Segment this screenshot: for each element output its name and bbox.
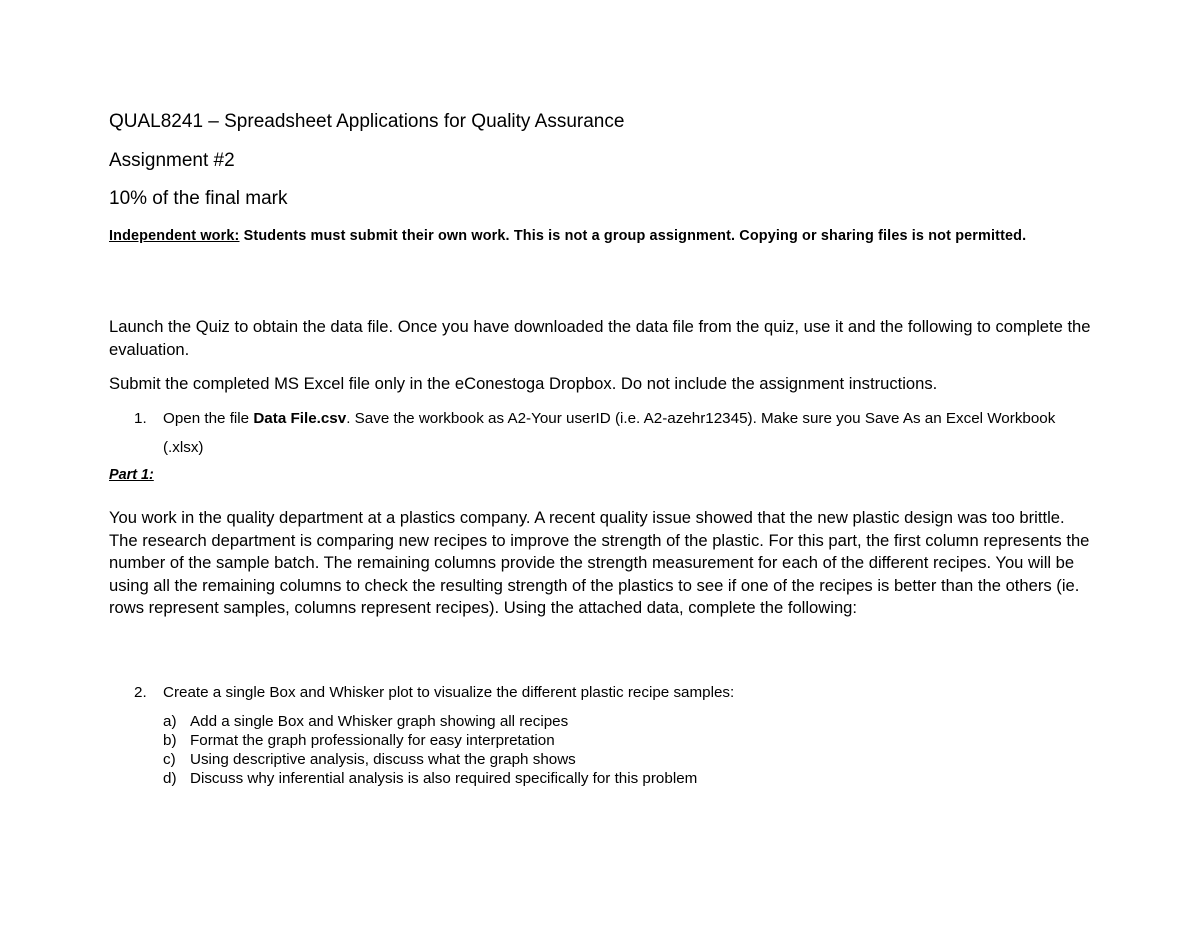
subitem-text: Discuss why inferential analysis is also required specifically for this problem xyxy=(190,770,698,787)
part-1-context: You work in the quality department at a plastics company. A recent quality issue showed that the new plastic design was too brittle. The research department is comparing new recipes to improve the strength of the plastic. For this part, the first column represents the number of the sample batch. The remaining columns provide the strength measurement for each of the different recipes. You will be using all the remaining columns to check the resulting strength of the plastics to see if one of the recipes is better than the others (ie. rows represent samples, columns represent recipes). Using the attached data, complete the following: xyxy=(109,508,1090,617)
step-1-suffix: . Save the workbook as A2-Your userID (i.e. A2-azehr12345). Make sure you Save As an Excel Workbook (.xlsx) xyxy=(163,410,1056,456)
subitem-letter: c) xyxy=(163,751,176,768)
subitem-letter: a) xyxy=(163,713,177,730)
launch-instructions: Launch the Quiz to obtain the data file. Once you have downloaded the data file from the quiz, use it and the following to complete the evaluation. xyxy=(109,317,1091,359)
step-1-text xyxy=(163,404,1093,462)
subitem-text: Add a single Box and Whisker graph showing all recipes xyxy=(190,713,569,730)
submit-instructions: Submit the completed MS Excel file only in the eConestoga Dropbox. Do not include the assignment instructions. xyxy=(109,374,938,393)
step-2-number: 2. xyxy=(134,684,147,701)
data-file-name: Data File.csv xyxy=(253,410,347,427)
subitem-text: Format the graph professionally for easy interpretation xyxy=(190,732,555,749)
assignment-number: Assignment #2 xyxy=(109,150,235,171)
grade-weight: 10% of the final mark xyxy=(109,188,288,209)
notice-label: Independent work: xyxy=(109,228,240,244)
step-2-text: Create a single Box and Whisker plot to visualize the different plastic recipe samples: xyxy=(163,684,735,701)
step-1-number: 1. xyxy=(134,410,147,427)
subitem-text: Using descriptive analysis, discuss what the graph shows xyxy=(190,751,576,768)
independent-work-notice xyxy=(109,226,1094,247)
subitem-letter: d) xyxy=(163,770,177,787)
course-title: QUAL8241 – Spreadsheet Applications for Quality Assurance xyxy=(109,111,625,132)
part-1-heading: Part 1: xyxy=(109,467,154,483)
notice-text: Students must submit their own work. This is not a group assignment. Copying or sharing files is not permitted. xyxy=(239,228,1027,244)
step-1-prefix: Open the file xyxy=(163,410,254,427)
subitem-letter: b) xyxy=(163,732,177,749)
